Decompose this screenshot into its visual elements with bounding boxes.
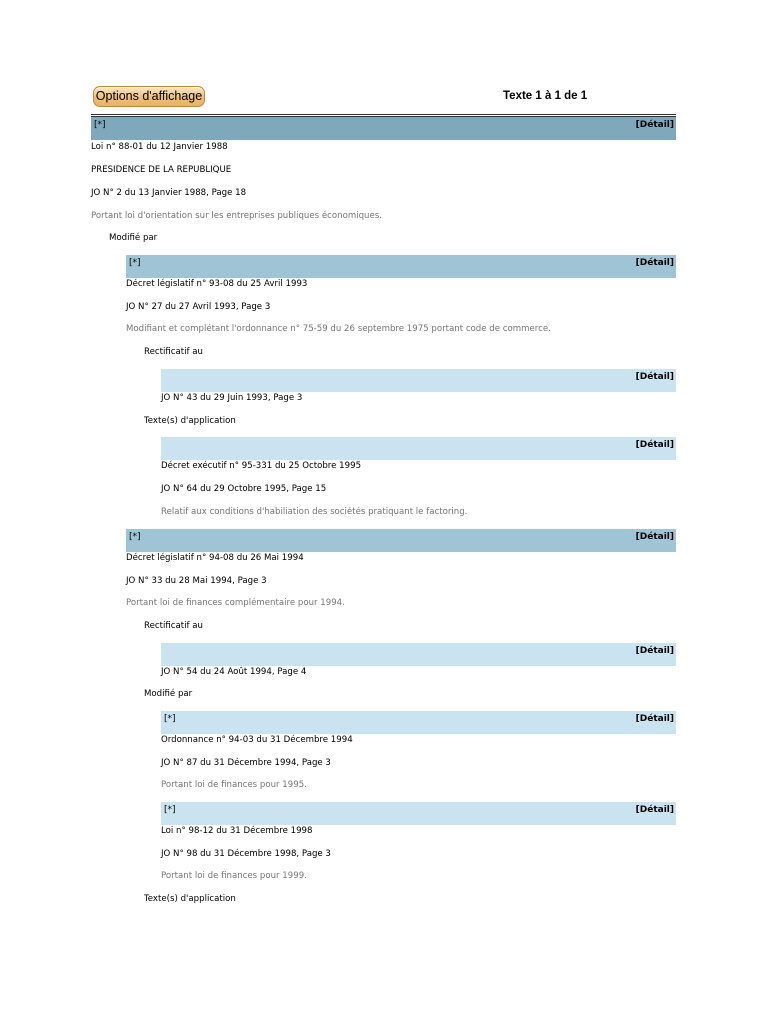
detail-link[interactable]: [Détail] [635, 440, 674, 450]
record-authority: PRESIDENCE DE LA REPUBLIQUE [91, 165, 232, 175]
subentry-header-bar [161, 437, 676, 460]
application-texts-label: Texte(s) d'application [144, 894, 236, 904]
application-texts-label: Texte(s) d'application [144, 416, 236, 426]
expand-toggle[interactable]: [*] [94, 120, 106, 130]
modified-by-label: Modifié par [144, 689, 193, 699]
entry-title: Décret législatif n° 93-08 du 25 Avril 1993 [126, 279, 308, 289]
detail-link[interactable]: [Détail] [635, 532, 674, 542]
record-title: Loi n° 88-01 du 12 Janvier 1988 [91, 142, 228, 152]
subentry-summary: Relatif aux conditions d'habiliation des sociétés pratiquant le factoring. [161, 507, 468, 517]
entry-jo-reference: JO N° 27 du 27 Avril 1993, Page 3 [126, 302, 271, 312]
subentry-header-bar [161, 802, 676, 825]
expand-toggle[interactable]: [*] [164, 714, 176, 724]
expand-toggle[interactable]: [*] [129, 532, 141, 542]
result-count: Texte 1 à 1 de 1 [503, 90, 588, 102]
rectificatif-label: Rectificatif au [144, 347, 203, 357]
entry-header-bar [126, 529, 676, 552]
subentry-header-bar [161, 711, 676, 734]
expand-toggle[interactable]: [*] [164, 805, 176, 815]
subentry-header-bar [161, 369, 676, 392]
detail-link[interactable]: [Détail] [635, 714, 674, 724]
entry-jo-reference: JO N° 33 du 28 Mai 1994, Page 3 [126, 576, 267, 586]
detail-link[interactable]: [Détail] [635, 258, 674, 268]
subentry-title: Ordonnance n° 94-03 du 31 Décembre 1994 [161, 735, 353, 745]
detail-link[interactable]: [Détail] [635, 372, 674, 382]
detail-link[interactable]: [Détail] [635, 120, 674, 130]
entry-summary: Modifiant et complétant l'ordonnance n° 75-59 du 26 septembre 1975 portant code de commerce. [126, 324, 551, 334]
record-summary: Portant loi d'orientation sur les entreprises publiques économiques. [91, 211, 382, 221]
record-jo-reference: JO N° 2 du 13 Janvier 1988, Page 18 [91, 188, 247, 198]
detail-link[interactable]: [Détail] [635, 805, 674, 815]
record-header-bar [91, 117, 676, 140]
rectificatif-label: Rectificatif au [144, 621, 203, 631]
subentry-jo-reference: JO N° 98 du 31 Décembre 1998, Page 3 [161, 849, 331, 859]
subentry-jo-reference: JO N° 54 du 24 Août 1994, Page 4 [161, 667, 307, 677]
subentry-summary: Portant loi de finances pour 1995. [161, 780, 307, 790]
modified-by-label: Modifié par [109, 233, 158, 243]
detail-link[interactable]: [Détail] [635, 646, 674, 656]
subentry-title: Décret exécutif n° 95-331 du 25 Octobre 1995 [161, 461, 362, 471]
subentry-summary: Portant loi de finances pour 1999. [161, 871, 307, 881]
entry-header-bar [126, 255, 676, 278]
subentry-title: Loi n° 98-12 du 31 Décembre 1998 [161, 826, 313, 836]
expand-toggle[interactable]: [*] [129, 258, 141, 268]
subentry-jo-reference: JO N° 64 du 29 Octobre 1995, Page 15 [161, 484, 327, 494]
subentry-jo-reference: JO N° 43 du 29 Juin 1993, Page 3 [161, 393, 303, 403]
display-options-button[interactable]: Options d'affichage [93, 86, 205, 107]
subentry-header-bar [161, 643, 676, 666]
subentry-jo-reference: JO N° 87 du 31 Décembre 1994, Page 3 [161, 758, 331, 768]
entry-summary: Portant loi de finances complémentaire pour 1994. [126, 598, 345, 608]
entry-title: Décret législatif n° 94-08 du 26 Mai 1994 [126, 553, 304, 563]
